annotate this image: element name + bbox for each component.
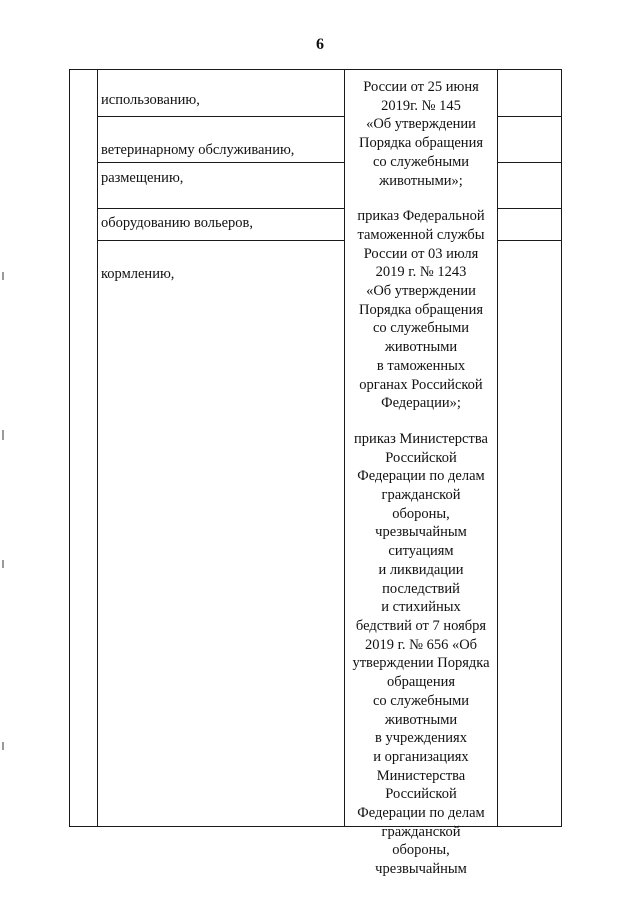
law-line: Министерства [376, 767, 466, 784]
law-line: животными [384, 339, 458, 356]
law-line: и ликвидации [378, 561, 464, 578]
legal-basis-block-mvd [346, 78, 496, 190]
law-line: «Об утверждении [366, 283, 476, 300]
row-divider [497, 162, 561, 163]
law-line: обороны, [392, 505, 450, 522]
row-label-veterinary: ветеринарному обслуживанию, [101, 142, 295, 158]
law-line: Российской [385, 786, 457, 803]
law-line: животными [384, 711, 458, 728]
scan-edge-mark [2, 430, 4, 440]
row-label-placement: размещению, [101, 170, 184, 186]
row-label-enclosures: оборудованию вольеров, [101, 215, 254, 231]
law-line: животными»; [379, 172, 463, 189]
row-divider [497, 116, 561, 117]
law-line: ситуациям [388, 543, 454, 560]
law-line: Порядка обращения [358, 135, 483, 152]
legal-basis-block-mchs [346, 430, 496, 879]
table-border-right [561, 69, 562, 827]
law-line: Федерации по делам [357, 468, 485, 485]
row-label-usage: использованию, [101, 92, 200, 108]
law-line: утверждении Порядка [352, 655, 490, 672]
legal-basis-block-customs [346, 207, 496, 413]
row-divider [497, 208, 561, 209]
law-line: России от 03 июля [363, 245, 479, 262]
law-line: обороны, [392, 842, 450, 859]
law-line: бедствий от 7 ноября [355, 617, 487, 634]
page-number: 6 [316, 36, 324, 53]
law-line: в таможенных [376, 357, 466, 374]
law-line: 2019 г. № 1243 [375, 264, 467, 281]
law-line: гражданской [381, 823, 461, 840]
law-line: чрезвычайным [375, 861, 467, 878]
law-line: последствий [382, 580, 460, 597]
table-divider-law-col-left [344, 69, 345, 827]
row-divider [97, 116, 344, 117]
law-line: со служебными [372, 320, 470, 337]
table-border-top [69, 69, 562, 70]
law-line: Федерации»; [381, 395, 461, 412]
table-divider-law-col-right [497, 69, 498, 827]
law-line: приказ Министерства [354, 430, 488, 447]
table-divider-number-col [97, 69, 98, 827]
law-line: гражданской [381, 487, 461, 504]
law-line: обращения [386, 674, 456, 691]
law-line: и организациях [373, 748, 469, 765]
row-divider [97, 208, 344, 209]
law-line: «Об утверждении [366, 116, 476, 133]
law-line: 2019г. № 145 [381, 97, 461, 114]
law-line: Федерации по делам [357, 805, 485, 822]
row-label-feeding: кормлению, [101, 266, 175, 282]
law-line: органах Российской [359, 376, 483, 393]
law-line: в учреждениях [375, 730, 467, 747]
law-line: таможенной службы [357, 226, 485, 243]
scan-edge-mark [2, 742, 4, 750]
law-line: 2019 г. № 656 «Об [364, 636, 478, 653]
row-divider [97, 240, 344, 241]
row-divider [497, 240, 561, 241]
law-line: приказ Федеральной [357, 208, 485, 225]
legal-basis-column [346, 78, 496, 879]
law-line: Порядка обращения [358, 301, 483, 318]
table-border-left [69, 69, 70, 827]
row-divider [97, 162, 344, 163]
scan-edge-mark [2, 560, 4, 568]
law-line: со служебными [372, 692, 470, 709]
scan-edge-mark [2, 272, 4, 280]
law-line: чрезвычайным [375, 524, 467, 541]
law-line: со служебными [372, 153, 470, 170]
law-line: России от 25 июня [363, 79, 479, 95]
law-line: Российской [385, 449, 457, 466]
law-line: и стихийных [381, 599, 461, 616]
